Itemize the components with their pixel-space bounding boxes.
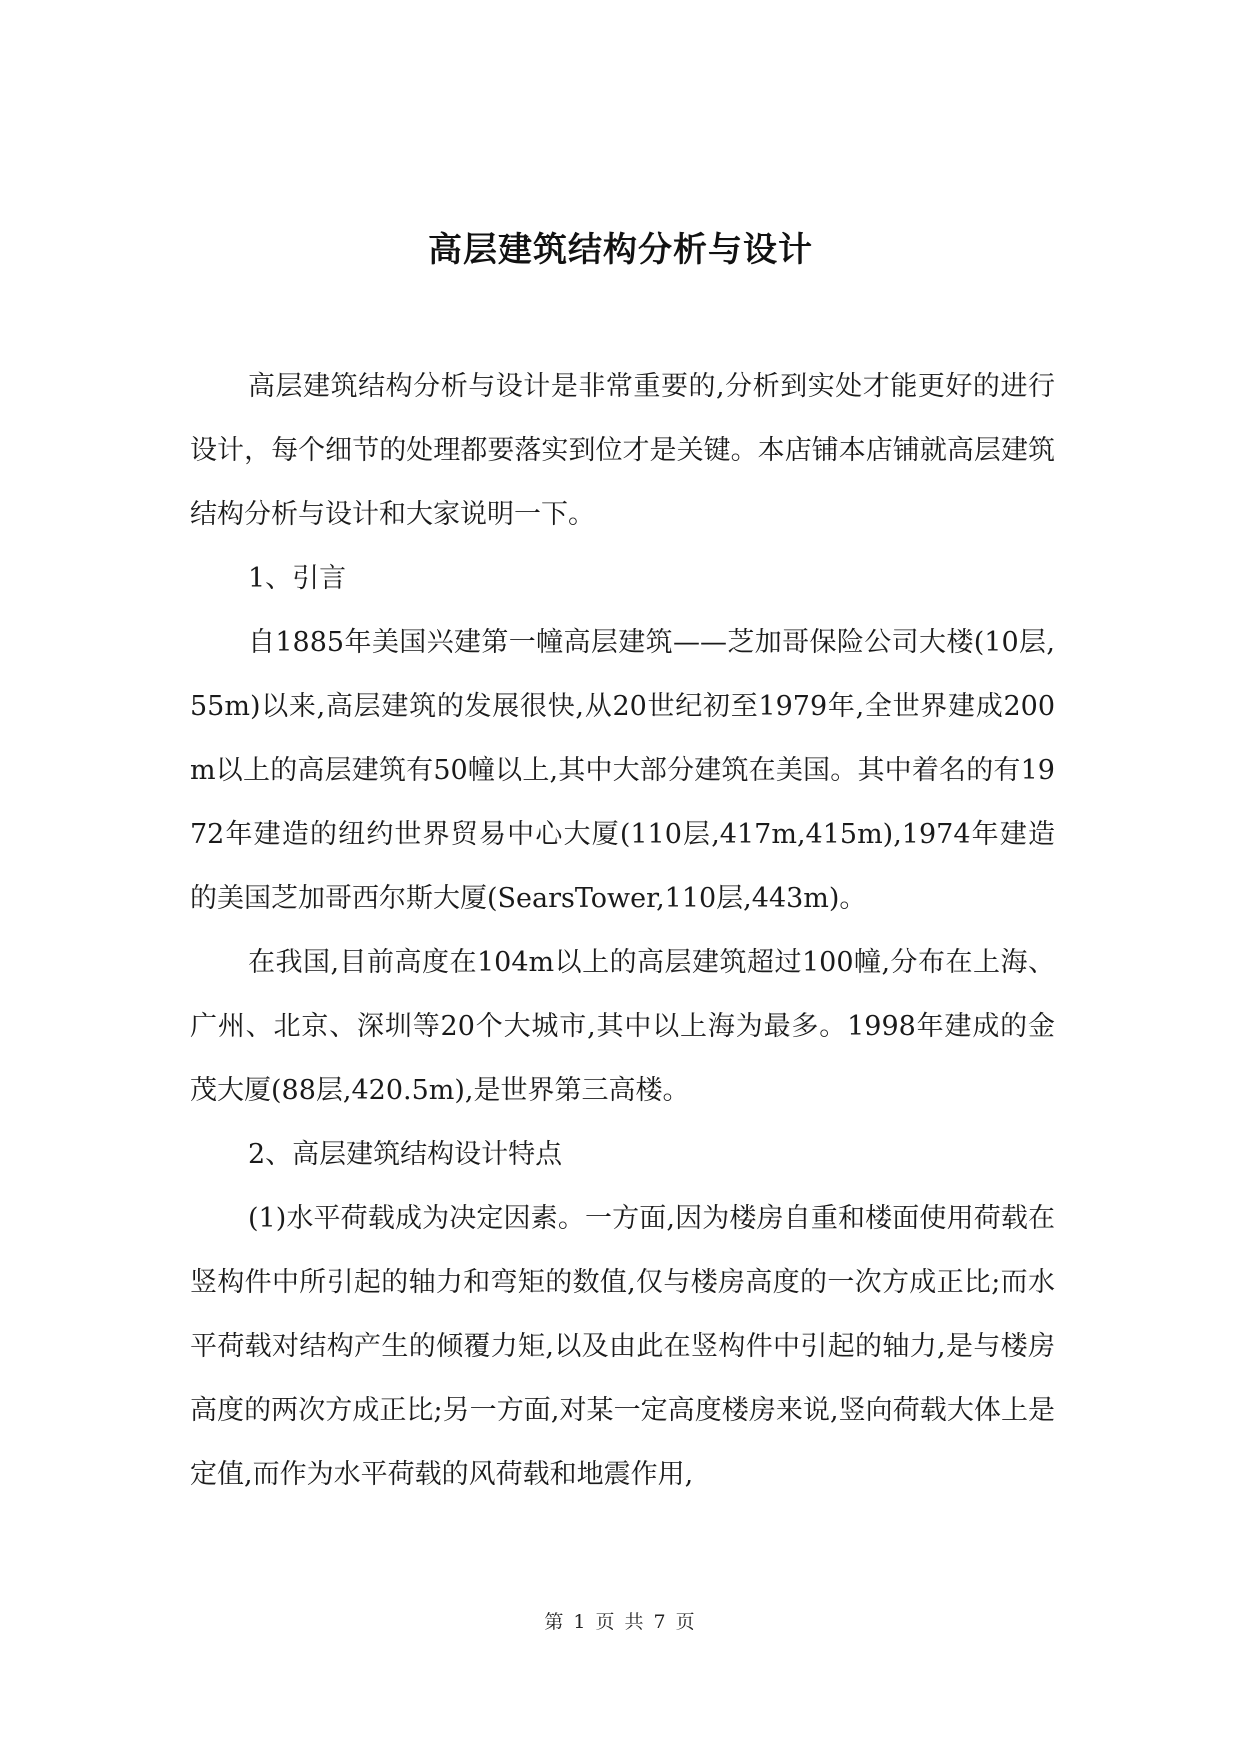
history-paragraph: 自1885年美国兴建第一幢高层建筑——芝加哥保险公司大楼(10层,55m)以来,高层建筑的发展很快,从20世纪初至1979年,全世界建成200m以上的高层建筑有50幢以上,其中大部分建筑在美国。其中着名的有1972年建造的纽约世界贸易中心大厦(110层,417m,415m),1974年建造的美国芝加哥西尔斯大厦(SearsTower,110层,443m)。	[190, 627, 1055, 914]
horizontal-load-paragraph: (1)水平荷载成为决定因素。一方面,因为楼房自重和楼面使用荷载在竖构件中所引起的轴力和弯矩的数值,仅与楼房高度的一次方成正比;而水平荷载对结构产生的倾覆力矩,以及由此在竖构件中引起的轴力,是与楼房高度的两次方成正比;另一方面,对某一定高度楼房来说,竖向荷载大体上是定值,而作为水平荷载的风荷载和地震作用,	[190, 1203, 1055, 1490]
page-number-footer: 第 1 页 共 7 页	[544, 1611, 697, 1633]
document-body	[190, 355, 1055, 1507]
intro-paragraph: 高层建筑结构分析与设计是非常重要的,分析到实处才能更好的进行设计，每个细节的处理都要落实到位才是关键。本店铺本店铺就高层建筑结构分析与设计和大家说明一下。	[190, 371, 1055, 530]
section-heading-design-features: 2、高层建筑结构设计特点	[248, 1139, 563, 1170]
section-heading-introduction: 1、引言	[248, 563, 347, 594]
page-title: 高层建筑结构分析与设计	[428, 230, 813, 270]
china-paragraph: 在我国,目前高度在104m以上的高层建筑超过100幢,分布在上海、广州、北京、深圳等20个大城市,其中以上海为最多。1998年建成的金茂大厦(88层,420.5m),是世界第三高楼。	[190, 947, 1055, 1106]
